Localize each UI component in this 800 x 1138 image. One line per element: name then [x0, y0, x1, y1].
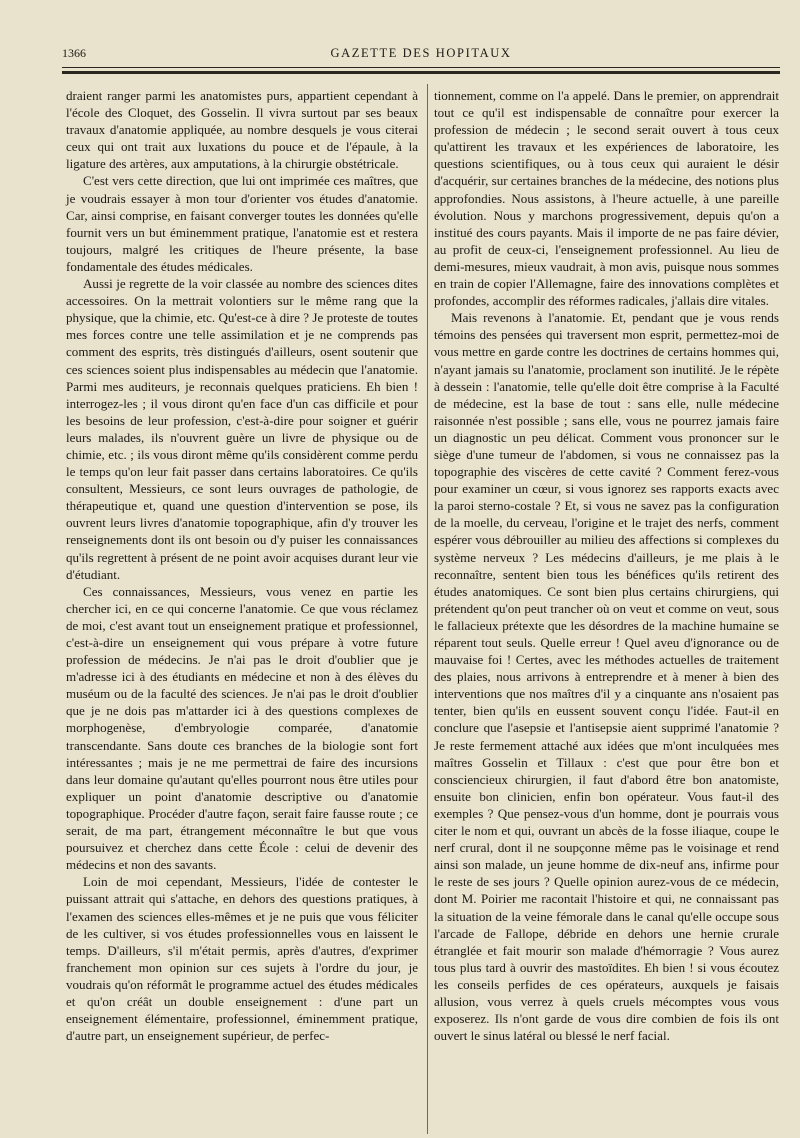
right-column [434, 87, 779, 1044]
left-column [66, 87, 418, 1044]
header-rule-thin [62, 67, 780, 68]
page-number: 1366 [62, 46, 86, 60]
paragraph: draient ranger parmi les anatomistes purs, appartient cependant à l'école des Cloquet, des Gosselin. Il vivra surtout par ses beaux travaux d'anatomie appliquée, au nombre desquels je vous citerai ceux qui ont trait aux luxations du pouce et de l'épaule, à la ligature des artères, aux amputations, à la chirurgie obstétricale. [66, 88, 418, 172]
column-divider [427, 84, 428, 1134]
paragraph: Mais revenons à l'anatomie. Et, pendant que je vous rends témoins des pensées qui traversent mon esprit, permettez-moi de vous mettre en garde contre les doctrines de certains hommes qui, n'ayant jamais su l'anatomie, proclament son inutilité. Je le répète à dessein : l'anatomie, telle qu'elle doit être comprise à la Faculté de médecine, est la base de tout : sans elle, nulle médecine raisonnée n'est possible ; sans elle, vous ne pourrez jamais faire un diagnostic un peu délicat. Comment vous prononcer sur le siège d'une tumeur de l'abdomen, si vous ne connaissez pas la topographie des viscères de cette cavité ? Comment ferez-vous pour examiner un cœur, si vous ignorez ses rapports exacts avec la paroi sterno-costale ? Et, si vous ne savez pas la configuration de la moelle, du cerveau, l'origine et le trajet des nerfs, comment espérer vous débrouiller au milieu des affections si complexes du système nerveux ? Les médecins d'ailleurs, je me plais à le reconnaître, sentent bien tous les bénéfices qu'ils retirent des études anatomiques. Ce sont bien plus certains chirurgiens, qui prétendent qu'on peut trancher où on veut et comme on veut, sous le fallacieux prétexte que les désordres de la machine humaine se réparent tout seuls. Quelle erreur ! Quel aveu d'ignorance ou de mauvaise foi ! Certes, avec les méthodes actuelles de traitement des plaies, nous arrivons à entreprendre et à mener à bien des interventions que nos maîtres d'il y a cinquante ans n'osaient pas tenter, bien qu'ils en eussent souvent conçu l'idée. Faut-il en conclure que l'asepsie et l'antisepsie aient supprimé l'anatomie ? Je reste fermement attaché aux idées que m'ont inculquées mes maîtres Gosselin et Tillaux : c'est que pour être bon et consciencieux chirurgien, il faut d'abord être bon anatomiste, ensuite bon clinicien, enfin bon opérateur. Vous faut-il des exemples ? Que pensez-vous d'un homme, dont je pourrais vous citer le nom et qui, ouvrant un abcès de la fosse iliaque, coupe le nerf crural, dont il ne soupçonne même pas le voisinage et rend ainsi son malade, un jeune homme de dix-neuf ans, infirme pour le reste de ses jours ? Quelle opinion aurez-vous de ce médecin, dont M. Poirier me racontait l'histoire et qui, ne connaissant pas la situation de la veine fémorale dans le canal qu'elle occupe sous l'arcade de Fallope, débride en dehors une hernie crurale étranglée et fait mourir son malade d'hémorragie ? Vous aurez tous plus tard à ouvrir des mastoïdites. Eh bien ! si vous écoutez les conseils perfides de ces opérateurs, auxquels je faisais allusion, vous verrez à quels cruels mécomptes vous vous exposerez. Ils n'ont garde de vous dire combien de fois ils ont ouvert le sinus latéral ou blessé le nerf facial. [434, 310, 779, 1044]
journal-title: GAZETTE DES HOPITAUX [330, 46, 512, 60]
paragraph: Aussi je regrette de la voir classée au nombre des sciences dites accessoires. On la mettrait volontiers sur le même rang que la physique, que la chimie, etc. Qu'est-ce à dire ? Je proteste de toutes mes forces contre une telle assimilation et je ne comprends pas comment des esprits, très distingués d'ailleurs, osent soutenir que ces sciences soient plus indispensables au médecin que l'anatomie. Parmi mes auditeurs, je reconnais quelques praticiens. Eh bien ! interrogez-les ; il vous diront qu'en face d'un cas difficile et pour les besoins de leur profession, c'est-à-dire pour soigner et guérir leurs malades, ils n'ouvrent guère un livre de physique ou de chimie, etc. ; ils vous diront même qu'ils considèrent comme perdu le temps qu'on leur fait passer dans certains laboratoires. Ce qu'ils consultent, Messieurs, ce sont leurs ouvrages de pathologie, de thérapeutique et, quand une question d'intervention se pose, ils ouvrent leurs livres d'anatomie topographique, afin d'y trouver les renseignements dont ils ont besoin ou d'y puiser les connaissances qu'ils regrettent à présent de ne point avoir acquises durant leur vie d'étudiant. [66, 276, 418, 582]
page-header [62, 46, 780, 68]
paragraph: Loin de moi cependant, Messieurs, l'idée de contester le puissant attrait qui s'attache, en dehors des questions pratiques, à l'examen des sciences elles-mêmes et je ne puis que vous féliciter de les cultiver, si vos études professionnelles vous en laissent le temps. D'ailleurs, s'il m'était permis, après d'autres, d'exprimer franchement mon opinion sur ces sujets à l'ordre du jour, je voudrais qu'on réformât le programme actuel des études médicales et qu'on créât un double enseignement : d'une part un enseignement élémentaire, professionnel, éminemment pratique, d'autre part, un enseignement supérieur, de perfec- [66, 874, 418, 1044]
paragraph: Ces connaissances, Messieurs, vous venez en partie les chercher ici, en ce qui concerne l'anatomie. Ce que vous réclamez de moi, c'est avant tout un enseignement pratique et professionnel, c'est-à-dire un enseignement qui vous prépare à votre future profession de médecins. Je n'ai pas le droit d'oublier que je m'adresse ici à des étudiants en médecine et non à des élèves du muséum ou de la faculté des sciences. Je n'ai pas le droit d'oublier que je ne dois pas m'attarder ici à des questions complexes de morphogenèse, d'embryologie comparée, d'anatomie transcendante. Sans doute ces branches de la biologie sont fort intéressantes ; mais je ne me permettrai de faire des incursions dans leur domaine qu'autant qu'elles pourront nous être utiles pour expliquer un point d'anatomie descriptive ou d'anatomie topographique. Procéder d'autre façon, serait faire fausse route ; ce serait, de ma part, étrangement méconnaître le but que vous poursuivez et cherchez dans cette École : celui de devenir des médecins et non des savants. [66, 583, 418, 873]
paragraph: C'est vers cette direction, que lui ont imprimée ces maîtres, que je voudrais essayer à mon tour d'orienter vos études d'anatomie. Car, ainsi comprise, en faisant converger toutes les données qu'elle fournit vers un but éminemment pratique, l'anatomie est et restera toujours, malgré les critiques de l'heure présente, la base fondamentale des études médicales. [66, 173, 418, 274]
paragraph: tionnement, comme on l'a appelé. Dans le premier, on apprendrait tout ce qu'il est indispensable de connaître pour exercer la profession de médecin ; le second serait ouvert à tous ceux qu'attirent les travaux et les expériences de laboratoire, les questions scientifiques, ou à tous ceux qui auraient le désir d'acquérir, sur certaines branches de la médecine, des notions plus approfondies. Nous assistons, à l'heure actuelle, à une pareille évolution. Nous y marchons progressivement, depuis qu'on a institué des cours payants. Mais il importe de ne pas faire dévier, au profit de ceux-ci, l'enseignement professionnel. Au lieu de demi-mesures, mieux vaudrait, à mon avis, puisque nous sommes en train de copier l'Allemagne, faire des innovations complètes et profondes, accomplir des réformes radicales, j'allais dire vitales. [434, 88, 779, 309]
header-rule-thick [62, 71, 780, 74]
